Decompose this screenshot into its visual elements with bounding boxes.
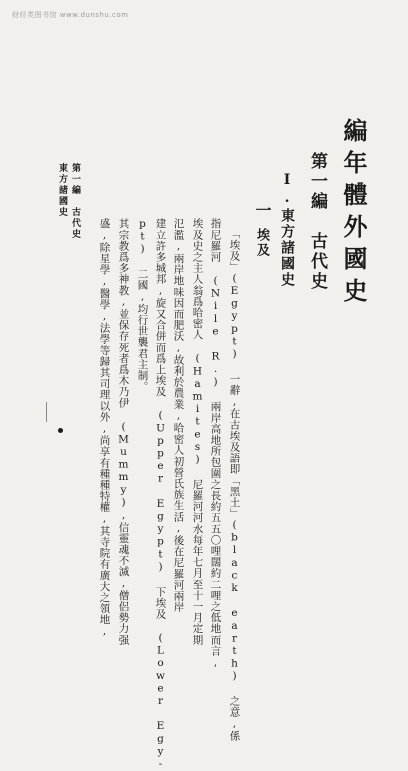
body-column: 埃及史之主人翁爲哈密人 (Hamites) 尼羅河河水每年七月至十一月定期	[191, 218, 204, 646]
body-column: 建立許多城邦,旋又合併而爲上埃及 (Upper Egypt) 下埃及 (Lower Egy-	[154, 218, 167, 771]
body-column: 其宗教爲多神教,並保存死者爲木乃伊 (Mummy),信靈魂不滅,僧侶勢力强	[117, 218, 130, 646]
subsection-number: 一	[253, 202, 272, 218]
subsection-title: 埃及	[254, 228, 269, 258]
body-column: 「埃及」(Egypt) 一辭,在古埃及語即「黑土」(black earth) 之意,係	[228, 228, 241, 742]
margin-dot	[58, 428, 63, 433]
part-title: 第一編 古代史	[307, 152, 327, 292]
body-column: 指尼羅河 (Nile R.) 兩岸高地所包圍之長約五五〇哩闊約二哩之低地而言,	[209, 218, 222, 669]
running-head-section: 東方諸國史	[57, 163, 67, 218]
watermark: 财经类图书馆 www.dunshu.com	[12, 11, 129, 19]
body-column: 氾濫,兩岸地味因而肥沃,故利於農業,哈密人初營氏族生活,後在尼羅河兩岸	[172, 218, 185, 613]
margin-rule	[46, 402, 47, 422]
body-column: 盛,除星學,醫學,法學等歸其司理以外,尚享有種種特權,其寺院有廣大之領地,	[98, 218, 111, 638]
book-title: 編年體外國史	[339, 118, 368, 310]
body-column: pt) 二國,均行世襲君主制。	[136, 218, 149, 392]
running-head-part: 第一編 古代史	[70, 163, 80, 240]
section-title: I.東方諸國史	[279, 172, 295, 288]
